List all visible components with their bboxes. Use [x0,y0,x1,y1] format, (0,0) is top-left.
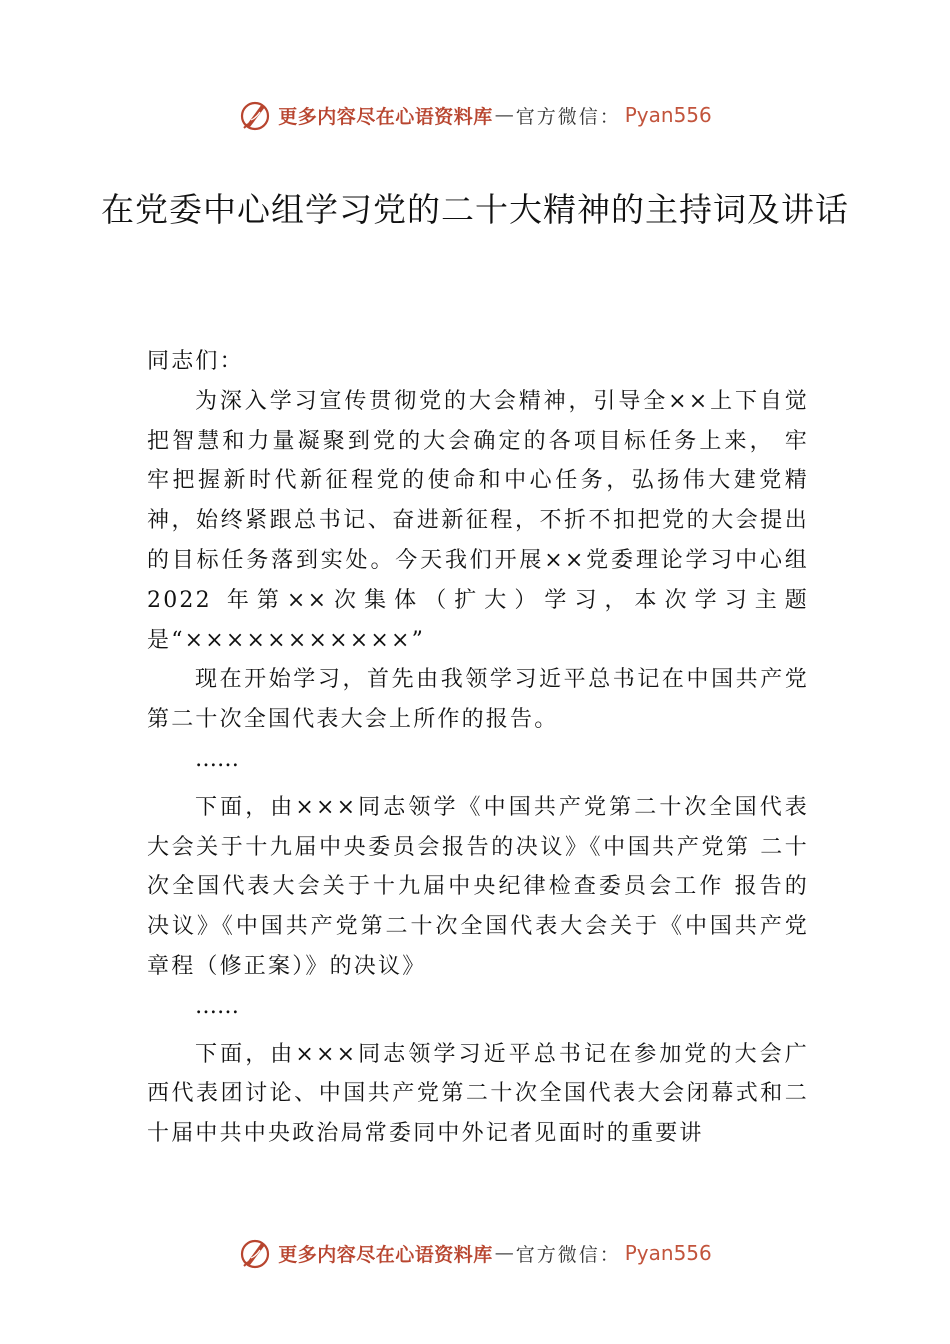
ellipsis: …… [195,746,239,772]
paragraph: 下面，由×××同志领学《中国共产党第二十次全国代表大会关于十九届中央委员会报告的决议》《中国共产党第 二十次全国代表大会关于十九届中央纪律检查委员会工作 报告的决议》《中国共产党第二十次全国代表大会关于《中国共产党章程（修正案）》的决议》 [147,794,809,979]
document-title: 在党委中心组学习党的二十大精神的主持词及讲话 [101,190,849,229]
brand-name: 更多内容尽在心语资料库 [278,105,493,128]
quill-pen-logo-icon [238,98,272,132]
wechat-label: 官方微信： [515,1243,621,1266]
brand-name: 更多内容尽在心语资料库 [278,1243,493,1266]
salutation: 同志们： [147,349,244,374]
quill-pen-logo-icon [238,1236,272,1270]
wechat-id: Pyan556 [624,1241,712,1265]
footer-banner [0,1233,950,1273]
paragraph: 为深入学习宣传贯彻党的大会精神，引导全××上下自觉把智慧和力量凝聚到党的大会确定的各项目标任务上来， 牢牢把握新时代新征程党的使命和中心任务，弘扬伟大建党精神，始终紧跟总书记、奋进新征程，不折不扣把党的大会提出的目标任务落到实处。今天我们开展××党委理论学习中心组 2022 年第××次集体（扩大）学习，本次学习主题是“×××××××××××” [147,388,809,653]
ellipsis: …… [195,993,239,1019]
header-banner [0,95,950,135]
paragraph: 下面，由×××同志领学习近平总书记在参加党的大会广西代表团讨论、中国共产党第二十次全国代表大会闭幕式和二十届中共中央政治局常委同中外记者见面时的重要讲 [147,1041,809,1147]
paragraph: 现在开始学习，首先由我领学习近平总书记在中国共产党第二十次全国代表大会上所作的报告。 [147,667,809,733]
wechat-label: 官方微信： [515,105,621,128]
banner-dash: — [494,104,514,126]
document-body [147,342,809,1154]
banner-dash: — [494,1242,514,1264]
wechat-id: Pyan556 [624,103,712,127]
